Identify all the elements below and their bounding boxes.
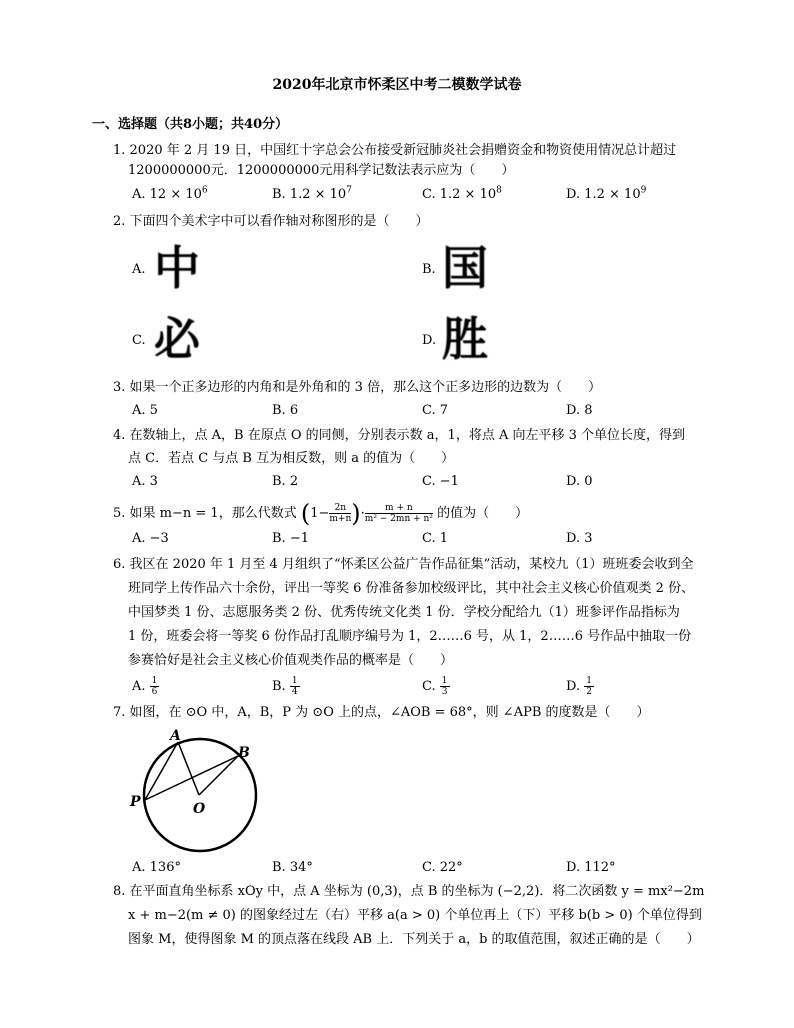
point-label-p: P bbox=[130, 794, 141, 810]
question-8-line-1: 8. 在平面直角坐标系 xOy 中，点 A 坐标为 (0,3)，点 B 的坐标为 (−2,2)．将二次函数 y = mx²−2m bbox=[113, 884, 705, 899]
question-5-fraction-1: $\frac{2n}{m+n}$ bbox=[329, 503, 352, 524]
question-6-option-a: A. $\frac{1}{6}$ bbox=[132, 676, 158, 697]
question-7-option-d: D. 112° bbox=[566, 860, 616, 875]
question-6-option-b: B. $\frac{1}{4}$ bbox=[272, 676, 298, 697]
question-7-stem: 7. 如图，在 ⊙O 中，A，B，P 为 ⊙O 上的点，∠AOB = 68°，则 ∠APB 的度数是（ ） bbox=[113, 705, 650, 720]
question-1-line-1: 1. 2020 年 2 月 19 日，中国红十字总会公布接受新冠肺炎社会捐赠资金和物资使用情况总计超过 bbox=[113, 143, 677, 158]
point-label-b: B bbox=[238, 745, 250, 761]
circle-figure bbox=[125, 725, 265, 855]
question-1-option-c: C. $1.2 \times 10^8$ bbox=[422, 185, 502, 202]
question-3-option-b: B. 6 bbox=[272, 403, 299, 418]
question-8-line-3: 图象 M，使得图象 M 的顶点落在线段 AB 上．下列关于 a，b 的取值范围，叙述正确的是（ ） bbox=[128, 932, 700, 947]
question-2-option-d-glyph: 胜 bbox=[442, 312, 488, 366]
page-title: 2020年北京市怀柔区中考二模数学试卷 bbox=[272, 77, 522, 93]
question-6-line-4: 1 份，班委会将一等奖 6 份作品打乱顺序编号为 1，2……6 号，从 1，2……6 号作品中抽取一份 bbox=[128, 629, 692, 644]
segment-ao bbox=[178, 742, 199, 795]
question-6-line-1: 6. 我区在 2020 年 1 月至 4 月组织了“怀柔区公益广告作品征集”活动，某校九（1）班班委会收到全 bbox=[113, 557, 694, 572]
section-heading: 一、选择题（共8小题；共40分） bbox=[92, 117, 289, 132]
question-4-option-a: A. 3 bbox=[132, 474, 158, 489]
question-1-option-b: B. $1.2 \times 10^7$ bbox=[272, 185, 352, 202]
question-2-stem: 2. 下面四个美术字中可以看作轴对称图形的是（ ） bbox=[113, 214, 429, 229]
question-2-option-d-label: D. bbox=[422, 333, 437, 348]
question-2-option-b-glyph: 国 bbox=[442, 241, 488, 295]
point-label-a: A bbox=[170, 728, 181, 744]
question-6-option-c: C. $\frac{1}{3}$ bbox=[422, 676, 448, 697]
question-7-option-b: B. 34° bbox=[272, 860, 313, 875]
question-2-option-c-label: C. bbox=[132, 333, 146, 348]
question-4-option-c: C. −1 bbox=[422, 474, 459, 489]
segment-ob bbox=[199, 756, 238, 795]
question-5-option-c: C. 1 bbox=[422, 531, 449, 546]
question-8-line-2: x + m−2(m ≠ 0) 的图象经过左（右）平移 a(a > 0) 个单位再上（下）平移 b(b > 0) 个单位得到 bbox=[128, 908, 702, 923]
question-1-option-a: A. $12 \times 10^6$ bbox=[132, 185, 208, 202]
question-6-option-d: D. $\frac{1}{2}$ bbox=[566, 676, 592, 697]
question-3-stem: 3. 如果一个正多边形的内角和是外角和的 3 倍，那么这个正多边形的边数为（ ） bbox=[113, 380, 602, 395]
question-2-option-c-glyph: 必 bbox=[154, 312, 200, 366]
question-6-line-2: 班同学上传作品六十余份，评出一等奖 6 份准备参加校级评比，其中社会主义核心价值观类 2 份、 bbox=[128, 581, 695, 596]
question-4-line-1: 4. 在数轴上，点 A，B 在原点 O 的同侧，分别表示数 a，1，将点 A 向左平移 3 个单位长度，得到 bbox=[113, 428, 686, 443]
question-1-line-2: 1200000000元．1200000000元用科学记数法表示应为（ ） bbox=[128, 163, 515, 178]
question-1-option-d: D. $1.2 \times 10^9$ bbox=[566, 185, 647, 202]
question-5-stem: 5. 如果 m−n = 1，那么代数式 (1− $\frac{2n}{m+n}$ )· $\frac{m + n}{\text{m² − 2mn + n²}}$ 的值为（ ） bbox=[113, 499, 529, 528]
question-3-option-c: C. 7 bbox=[422, 403, 449, 418]
question-2-option-a-label: A. bbox=[132, 262, 146, 277]
question-7-option-c: C. 22° bbox=[422, 860, 463, 875]
question-6-line-5: 参赛恰好是社会主义核心价值观类作品的概率是（ ） bbox=[128, 653, 454, 668]
question-2-option-b-label: B. bbox=[422, 262, 436, 277]
question-4-option-d: D. 0 bbox=[566, 474, 593, 489]
question-3-option-d: D. 8 bbox=[566, 403, 593, 418]
question-6-line-3: 中国梦类 1 份、志愿服务类 2 份、优秀传统文化类 1 份．学校分配给九（1）班参评作品指标为 bbox=[128, 605, 680, 620]
question-5-fraction-2: $\frac{m + n}{\text{m² − 2mn + n²}}$ bbox=[364, 503, 433, 524]
question-3-option-a: A. 5 bbox=[132, 403, 158, 418]
point-label-o: O bbox=[193, 801, 206, 817]
question-4-line-2: 点 C．若点 C 与点 B 互为相反数，则 a 的值为（ ） bbox=[128, 451, 455, 466]
question-2-option-a-glyph: 中 bbox=[154, 241, 200, 295]
question-5-option-b: B. −1 bbox=[272, 531, 309, 546]
question-5-option-a: A. −3 bbox=[132, 531, 169, 546]
question-5-option-d: D. 3 bbox=[566, 531, 593, 546]
question-7-option-a: A. 136° bbox=[132, 860, 181, 875]
question-4-option-b: B. 2 bbox=[272, 474, 299, 489]
